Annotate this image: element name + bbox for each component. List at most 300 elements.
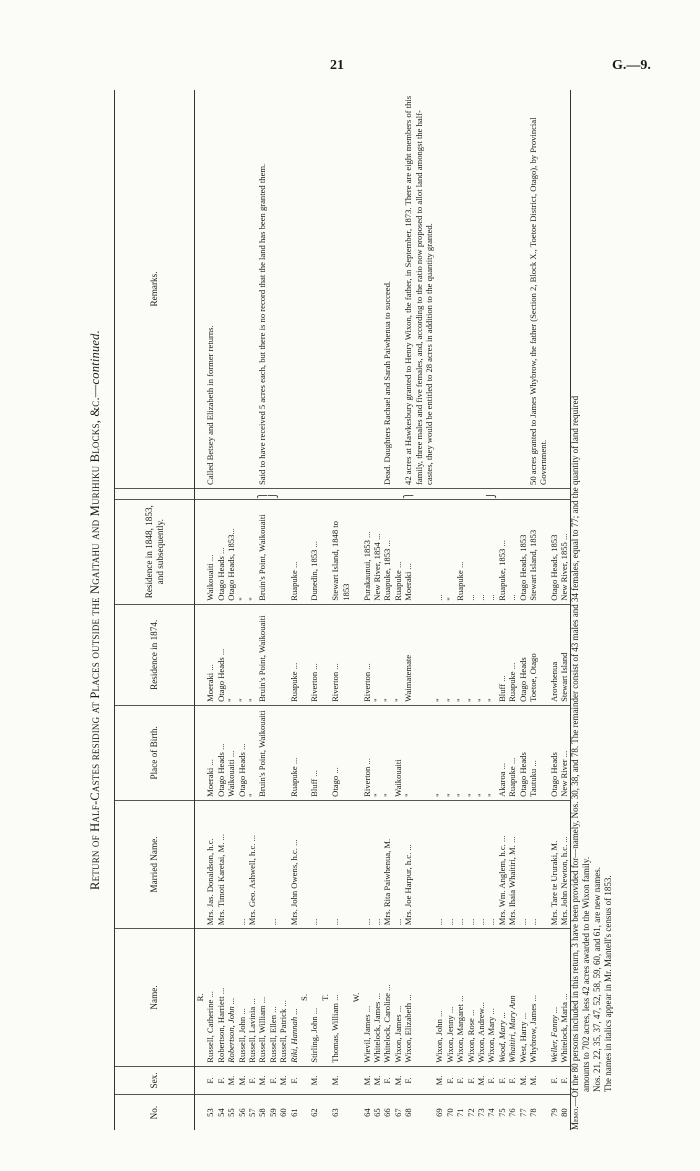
cell-brace [226,488,236,499]
table-row [362,90,372,1130]
cell-no: 54 [215,1108,226,1117]
cell-brace [393,488,403,499]
cell-residence-1848: Ruapuke, 1853 ... [382,499,392,604]
cell-name: Wixon, John ... [434,929,444,1066]
cell-no: 71 [455,1108,466,1117]
empty-cell [195,488,206,499]
cell-name: Stirling, John ... [309,929,319,1066]
cell-married-name: ... [455,800,465,928]
empty-cell [320,1095,330,1130]
table-row [268,90,278,1130]
empty-cell [351,1066,361,1095]
cell-brace: ⎫ [257,488,267,499]
section-letter: R. [195,929,206,1066]
empty-cell [195,1066,206,1095]
rotated-document [70,90,630,1130]
empty-cell [195,705,206,800]
cell-place-of-birth: Moeraki ... [205,705,215,800]
cell-sex: F. [205,1066,215,1095]
cell-name: Whaitiri, Mary Ann [507,929,517,1066]
cell-place-of-birth: Ruapuke ... [507,705,517,800]
empty-cell [299,604,309,705]
table-header-row [115,90,195,1130]
cell-no: 73 [475,1108,486,1117]
cell-remarks [497,90,507,488]
cell-residence-1874: " [434,604,444,705]
cell-remarks [372,90,382,488]
cell-brace [497,488,507,499]
cell-remarks [445,90,455,488]
cell-residence-1874: Ruapuke ... [507,604,517,705]
table-row [382,90,392,1130]
cell-residence-1874: " [393,604,403,705]
table-row [289,90,299,1130]
cell-place-of-birth: Tautuku ... [528,705,549,800]
cell-brace [309,488,319,499]
page-header [0,0,700,90]
cell-name: Russell, Ellen ... [268,929,278,1066]
cell-residence-1874: Arowhenua [549,604,559,705]
cell-name: Russell, Catherine ... [205,929,215,1066]
cell-residence-1848: Ruapuke ... [455,499,465,604]
cell-residence-1848: Otago Heads, 1853 [549,499,559,604]
cell-no: 58 [257,1108,268,1117]
table-row [403,90,434,1130]
col-header-married-name: Married Name. [115,800,195,928]
cell-residence-1874: Bruin's Point, Waikouaiti [257,604,267,705]
table-row [528,90,549,1130]
cell-residence-1848: New River, 1854 ... [372,499,382,604]
empty-cell [351,488,361,499]
cell-remarks: Dead. Daughters Rachael and Sarah Paiwhenua to succeed. [382,90,392,488]
cell-sex: F. [403,1066,434,1095]
cell-no: 55 [226,1108,237,1117]
cell-married-name: ... [528,800,549,928]
cell-married-name: ... [476,800,486,928]
cell-place-of-birth: Otago ... [330,705,351,800]
cell-residence-1848: Dunedin, 1853 ... [309,499,319,604]
cell-sex: M. [393,1066,403,1095]
cell-residence-1874: Riverton ... [362,604,372,705]
cell-name: Wixon, Andrew... [476,929,486,1066]
cell-name: Wixon, Elizabeth ... [403,929,434,1066]
empty-cell [299,705,309,800]
cell-brace [330,488,351,499]
cell-no: 78 [528,1108,538,1117]
cell-remarks [278,90,288,488]
empty-cell [320,499,330,604]
cell-brace [528,488,549,499]
empty-cell [320,800,330,928]
cell-married-name: ... [434,800,444,928]
cell-place-of-birth: Ruapuke ... [289,705,299,800]
cell-residence-1874: Ruapuke ... [289,604,299,705]
table-row [216,90,226,1130]
empty-cell [351,1095,361,1130]
section-letter-row [299,90,309,1130]
cell-married-name [226,800,236,928]
cell-name: Weller, Fanny ... [549,929,559,1066]
cell-brace [549,488,559,499]
empty-cell [299,499,309,604]
cell-place-of-birth: Waikouaiti ... [226,705,236,800]
cell-brace [216,488,226,499]
cell-name: Russell, Patrick ... [278,929,288,1066]
cell-no: 77 [517,1108,528,1117]
cell-place-of-birth [278,705,288,800]
cell-sex: M. [278,1066,288,1095]
cell-sex: M. [309,1066,319,1095]
cell-remarks [237,90,247,488]
cell-no: 57 [247,1108,258,1117]
cell-name: Whitelock, James ... [372,929,382,1066]
cell-residence-1848: Otago Heads, 1853 [518,499,528,604]
memo-line-3: Nos. 21, 22, 35, 37, 47, 52, 58, 59, 60, and 61, are new names. [592,867,602,1092]
table-row [507,90,517,1130]
cell-sex: M. [518,1066,528,1095]
document-code: G.—9. [612,58,651,73]
table-row [549,90,559,1130]
table-row [476,90,486,1130]
cell-name: Wixon, James ... [393,929,403,1066]
cell-married-name [278,800,288,928]
cell-no: 75 [496,1108,507,1117]
cell-sex: M. [257,1066,267,1095]
cell-married-name [257,800,267,928]
table-row [330,90,351,1130]
col-header-no: No. [115,1095,195,1130]
cell-married-name: Mrs. Wm. Anglem, h.c. ... [497,800,507,928]
cell-sex: M. [476,1066,486,1095]
cell-no: 64 [361,1108,372,1117]
cell-married-name: ... [330,800,351,928]
cell-brace [434,488,444,499]
cell-residence-1848: Ruapuke ... [289,499,299,604]
cell-remarks [466,90,476,488]
table-row [278,90,288,1130]
cell-residence-1874: Moeraki ... [205,604,215,705]
cell-brace: ⎭ [268,488,278,499]
cell-married-name: Mrs. Geo. Ashwell, h.c. ... [247,800,257,928]
cell-residence-1848: ... [466,499,476,604]
cell-remarks: 42 acres at Hawkesbury granted to Henry Wixon, the father, in September, 1873. There are eight members of this family, three males and five females, and, according to the ratio now proposed to allot land amongst the half-castes, they would be entitled to 28 acres in addition to the quantity granted. [403,90,434,488]
cell-married-name: Mrs. Joe Harpur, h.c. ... [403,800,434,928]
cell-residence-1848: Moeraki ... [403,499,434,604]
cell-name: Wixon, Jenny ... [445,929,455,1066]
cell-place-of-birth: " [382,705,392,800]
cell-married-name: Mrs. Jas. Donaldson, h.c. [205,800,215,928]
cell-residence-1874: Riverton ... [330,604,351,705]
cell-remarks [518,90,528,488]
memo-line-2: amounts to 702 acres, less 42 acres awarded to the Wixon family. [581,856,591,1092]
cell-brace [476,488,486,499]
cell-remarks [330,90,351,488]
col-header-brace [115,488,195,499]
cell-sex: F. [289,1066,299,1095]
cell-no: 63 [330,1108,341,1117]
table-body [195,90,571,1130]
cell-name: Whybrow, James ... [528,929,549,1066]
table-title [88,90,103,1130]
memo [570,90,614,1130]
section-letter-row [195,90,206,1130]
cell-residence-1874: " [445,604,455,705]
cell-brace [455,488,465,499]
half-castes-table [114,90,571,1130]
cell-sex: M. [237,1066,247,1095]
cell-remarks [434,90,444,488]
cell-no: 65 [371,1108,382,1117]
cell-residence-1848: " [445,499,455,604]
cell-married-name: ... [393,800,403,928]
cell-married-name: Mrs. Timoti Karetai, M. ... [216,800,226,928]
cell-married-name: ... [268,800,278,928]
cell-sex: F. [549,1066,559,1095]
cell-brace: ⎭ [486,488,496,499]
empty-cell [351,90,361,488]
cell-brace [466,488,476,499]
empty-cell [299,1095,309,1130]
cell-sex: M. [226,1066,236,1095]
memo-line-1 [570,90,581,1130]
cell-married-name: ... [486,800,496,928]
cell-name: Riki, Hannah ... [289,929,299,1066]
cell-name: Russell, Lavinia ... [247,929,257,1066]
cell-residence-1874: " [476,604,486,705]
cell-remarks [486,90,496,488]
cell-residence-1848: Otago Heads ... [216,499,226,604]
cell-residence-1874: Otago Heads ... [216,604,226,705]
cell-name: Thomas, William ... [330,929,351,1066]
cell-place-of-birth: " [476,705,486,800]
cell-residence-1874: " [247,604,257,705]
cell-remarks [289,90,299,488]
cell-married-name: ... [445,800,455,928]
cell-married-name: Mrs. Rita Paiwhenua, M. [382,800,392,928]
cell-residence-1874: Riverton ... [309,604,319,705]
cell-place-of-birth: Otago Heads [549,705,559,800]
cell-residence-1874: " [382,604,392,705]
empty-cell [351,800,361,928]
cell-remarks [476,90,486,488]
cell-brace [362,488,372,499]
cell-residence-1848: " [237,499,247,604]
cell-place-of-birth: Bluff ... [309,705,319,800]
col-header-residence-1848: Residence in 1848, 1853, and subsequently. [115,499,195,604]
section-letter: T. [320,929,330,1066]
cell-name: Wixon, Margaret ... [455,929,465,1066]
cell-sex: F. [497,1066,507,1095]
cell-remarks [455,90,465,488]
cell-place-of-birth: Otago Heads ... [237,705,247,800]
cell-place-of-birth: " [466,705,476,800]
cell-brace [382,488,392,499]
cell-remarks [549,90,559,488]
cell-place-of-birth: Otago Heads ... [216,705,226,800]
empty-cell [320,705,330,800]
table-title-suffix: continued. [88,330,102,385]
cell-remarks [362,90,372,488]
cell-name: Robertson, Harriett ... [216,929,226,1066]
cell-residence-1848: Stewart Island, 1853 [528,499,549,604]
cell-place-of-birth: " [403,705,434,800]
cell-married-name: Mrs. John Newton, h.c. ... [559,800,570,928]
cell-place-of-birth [268,705,278,800]
empty-cell [195,1095,206,1130]
cell-residence-1874: Stewart Island [559,604,570,705]
cell-sex: F. [382,1066,392,1095]
cell-no: 68 [403,1108,414,1117]
table-row [257,90,267,1130]
cell-name: Whitelock, Caroline ... [382,929,392,1066]
cell-place-of-birth: " [247,705,257,800]
empty-cell [195,499,206,604]
cell-brace [289,488,299,499]
empty-cell [299,800,309,928]
table-row [372,90,382,1130]
cell-remarks [216,90,226,488]
cell-no: 70 [444,1108,455,1117]
cell-residence-1848: Stewart Island, 1848 to 1853 [330,499,351,604]
cell-place-of-birth: " [434,705,444,800]
cell-no: 59 [267,1108,278,1117]
cell-residence-1874: Toetoe, Otago [528,604,549,705]
col-header-remarks: Remarks. [115,90,195,488]
cell-brace [559,488,570,499]
cell-sex: F. [445,1066,455,1095]
cell-no: 69 [434,1108,445,1117]
empty-cell [195,90,206,488]
cell-remarks: Said to have received 5 acres each, but there is no record that the land has been granted them. [257,90,267,488]
memo-line-4: The names in italics appear in Mr. Mantell's census of 1853. [603,875,613,1092]
cell-residence-1848 [278,499,288,604]
cell-married-name: ... [362,800,372,928]
cell-remarks [247,90,257,488]
cell-remarks [559,90,570,488]
cell-no: 56 [236,1108,247,1117]
cell-brace [518,488,528,499]
cell-no: 67 [392,1108,403,1117]
cell-brace [237,488,247,499]
cell-remarks: Called Betsey and Elizabeth in former returns. [205,90,215,488]
col-header-place-of-birth: Place of Birth. [115,705,195,800]
cell-sex: M. [434,1066,444,1095]
cell-residence-1848: New River, 1855 ... [559,499,570,604]
cell-place-of-birth: " [486,705,496,800]
section-letter-row [351,90,361,1130]
cell-sex: F. [486,1066,496,1095]
cell-residence-1848: Otago Heads, 1853... [226,499,236,604]
cell-married-name: ... [518,800,528,928]
cell-name: Russell, William ... [257,929,267,1066]
table-row [237,90,247,1130]
empty-cell [351,604,361,705]
empty-cell [351,705,361,800]
table-row [226,90,236,1130]
cell-residence-1848: Purakaunui, 1853 ... [362,499,372,604]
cell-place-of-birth: New River ... [559,705,570,800]
cell-sex: F. [466,1066,476,1095]
page-number: 21 [330,58,344,73]
cell-brace: ⎫ [403,488,434,499]
cell-remarks [393,90,403,488]
cell-married-name: Mrs. John Owens, h.c. ... [289,800,299,928]
cell-residence-1874 [278,604,288,705]
cell-no: 80 [559,1095,570,1130]
table-row [393,90,403,1130]
cell-residence-1848: Bruin's Point, Waikouaiti [257,499,267,604]
cell-residence-1874: " [466,604,476,705]
cell-no: 74 [486,1108,497,1117]
cell-residence-1874 [268,604,278,705]
cell-residence-1874: " [486,604,496,705]
cell-brace [247,488,257,499]
cell-name: Wixon, Rose ... [466,929,476,1066]
table-row [497,90,507,1130]
table-row [466,90,476,1130]
cell-remarks [309,90,319,488]
cell-residence-1848: Ruapuke, 1853 ... [497,499,507,604]
empty-cell [320,488,330,499]
cell-residence-1848: " [247,499,257,604]
cell-residence-1848 [268,499,278,604]
col-header-residence-1874: Residence in 1874. [115,604,195,705]
cell-residence-1874: " [455,604,465,705]
table-row [205,90,215,1130]
table-row [559,90,570,1130]
cell-married-name: Mrs. Tare te Ururaki, M. [549,800,559,928]
cell-no: 62 [309,1108,320,1117]
cell-place-of-birth: " [455,705,465,800]
cell-place-of-birth: " [372,705,382,800]
cell-sex: F. [216,1066,226,1095]
cell-place-of-birth: Otago Heads [518,705,528,800]
table-row [518,90,528,1130]
empty-cell [195,800,206,928]
cell-residence-1874: Bluff ... [497,604,507,705]
cell-residence-1874: Otago Heads [518,604,528,705]
section-letter: S. [299,929,309,1066]
cell-residence-1848: Ruapuke ... [393,499,403,604]
cell-residence-1848: Waikouaiti ... [205,499,215,604]
cell-name: Wixon, Mary ... [486,929,496,1066]
table-row [247,90,257,1130]
cell-remarks [226,90,236,488]
empty-cell [320,90,330,488]
col-header-name: Name. [115,929,195,1066]
table-row [309,90,319,1130]
cell-sex: M. [362,1066,372,1095]
cell-residence-1874: " [372,604,382,705]
section-letter: W. [351,929,361,1066]
empty-cell [299,90,309,488]
col-header-sex: Sex. [115,1066,195,1095]
cell-no: 53 [205,1108,216,1117]
cell-sex: F. [455,1066,465,1095]
cell-brace [278,488,288,499]
cell-name: Robertson, John ... [226,929,236,1066]
cell-sex: M. [330,1066,351,1095]
cell-no: 66 [382,1108,393,1117]
cell-place-of-birth: Waikouaiti [393,705,403,800]
empty-cell [351,499,361,604]
cell-name: Wievil, James ... [362,929,372,1066]
cell-residence-1874: Waimatemate [403,604,434,705]
cell-sex: F. [559,1066,570,1095]
cell-married-name: ... [237,800,247,928]
cell-married-name: ... [309,800,319,928]
cell-brace [372,488,382,499]
